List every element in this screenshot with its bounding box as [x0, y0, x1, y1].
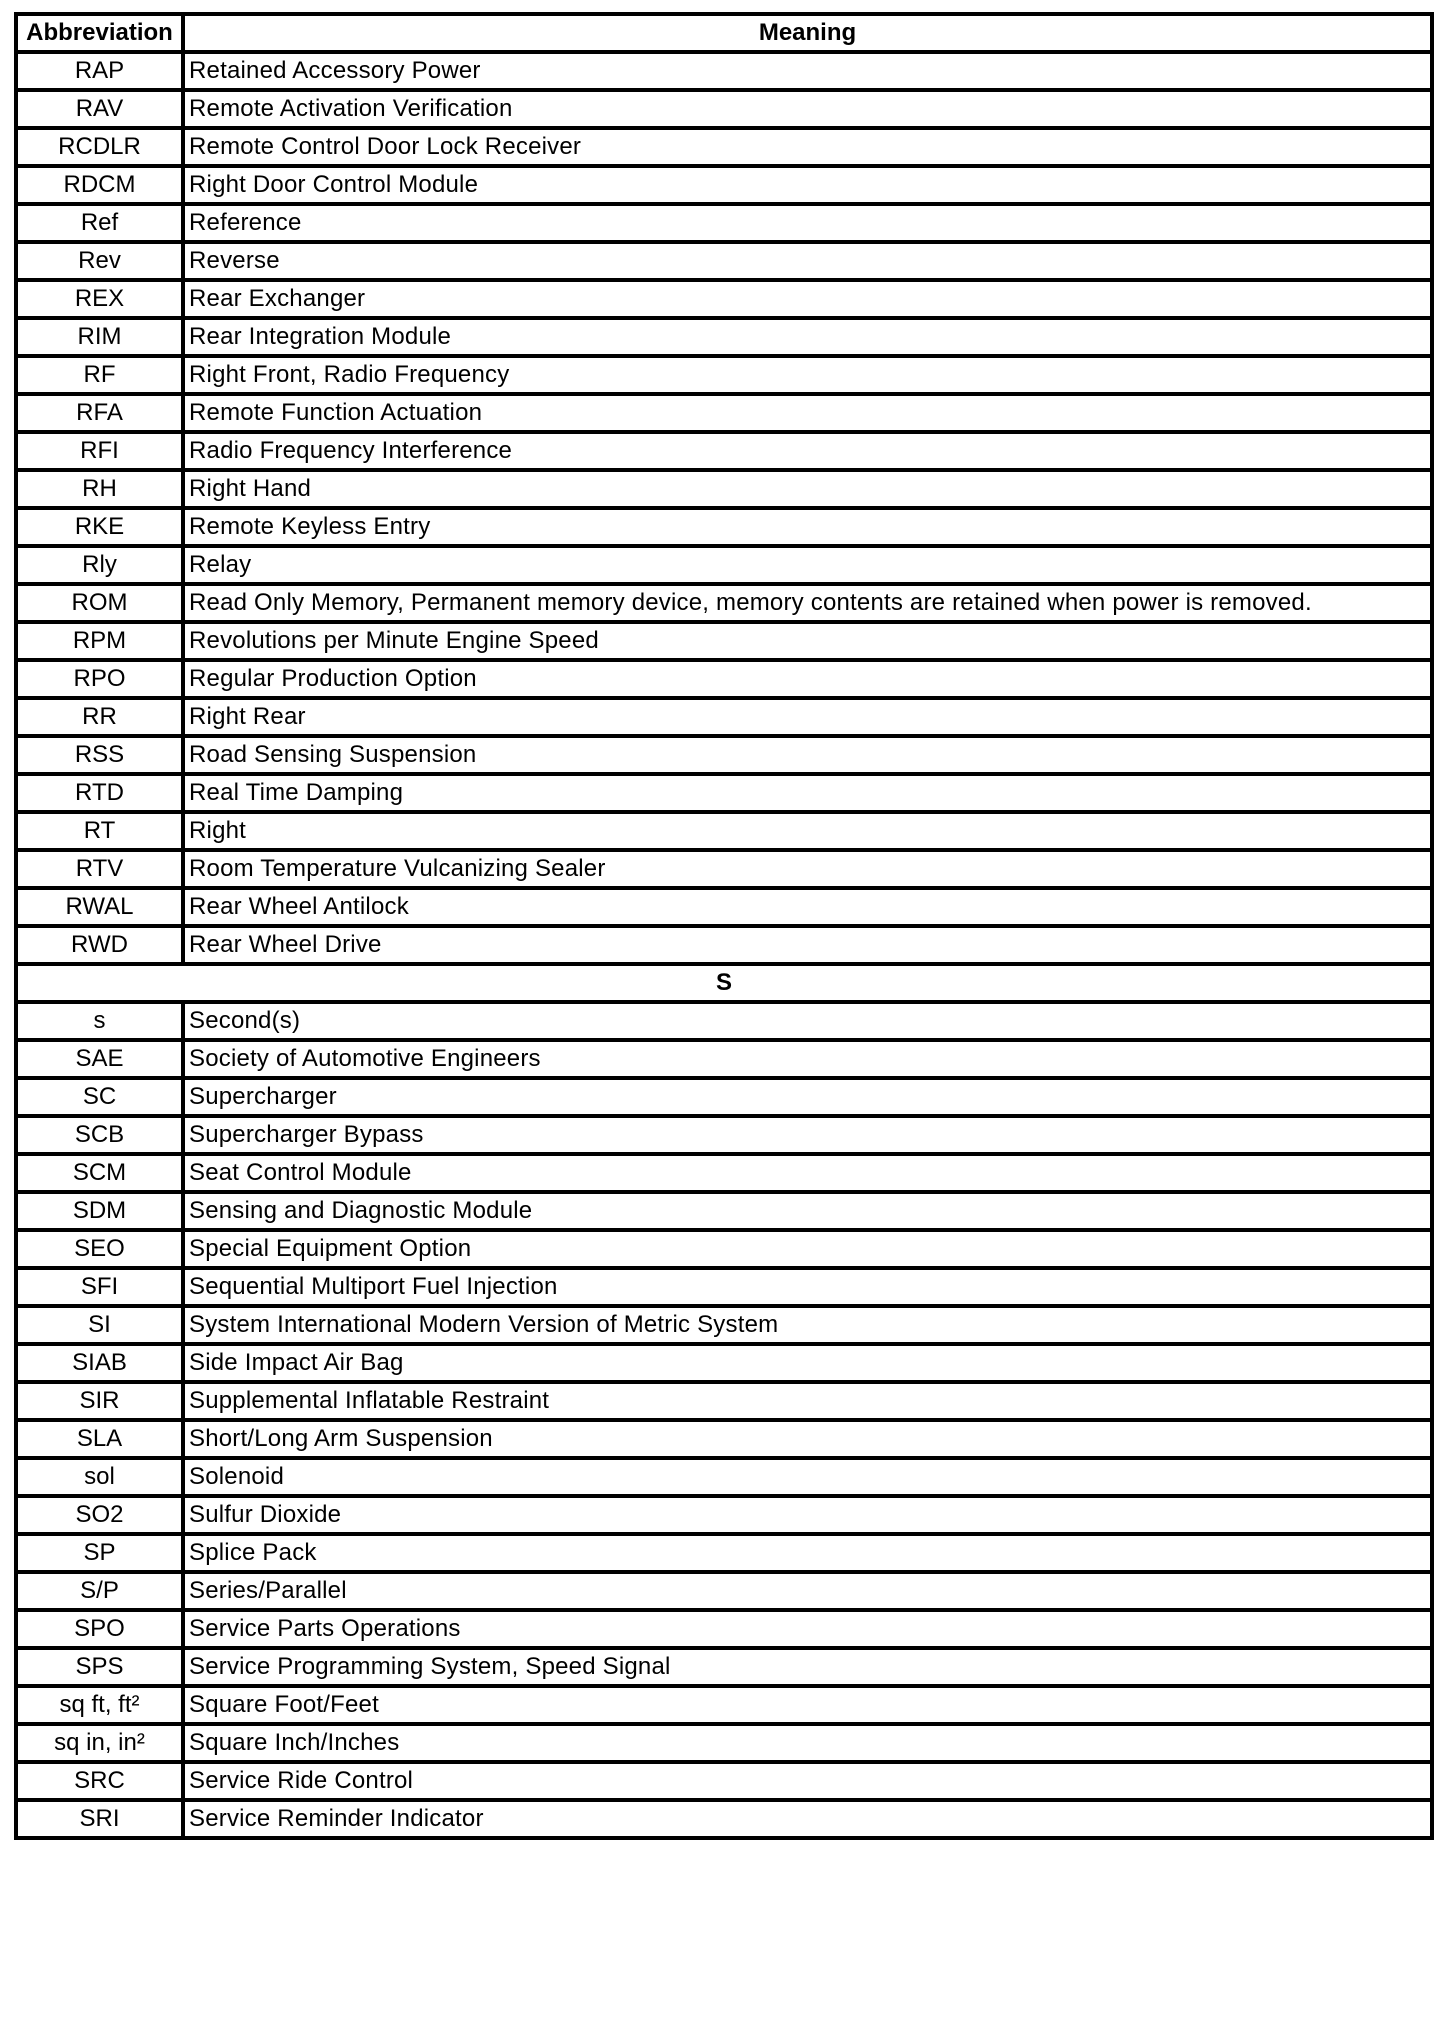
abbreviations-sheet [14, 12, 1430, 1840]
meaning-cell: Service Programming System, Speed Signal [183, 1648, 1432, 1686]
abbreviation-cell: RCDLR [16, 128, 183, 166]
abbreviation-cell: RH [16, 470, 183, 508]
abbreviation-cell: RTD [16, 774, 183, 812]
table-row [16, 812, 1432, 850]
table-row [16, 850, 1432, 888]
meaning-cell: Service Ride Control [183, 1762, 1432, 1800]
table-row [16, 1534, 1432, 1572]
meaning-cell: Special Equipment Option [183, 1230, 1432, 1268]
meaning-cell: Solenoid [183, 1458, 1432, 1496]
table-row [16, 1230, 1432, 1268]
table-row [16, 204, 1432, 242]
meaning-cell: Square Inch/Inches [183, 1724, 1432, 1762]
meaning-cell: Right Hand [183, 470, 1432, 508]
meaning-cell: Rear Wheel Antilock [183, 888, 1432, 926]
table-row [16, 1648, 1432, 1686]
table-body [16, 52, 1432, 1838]
abbreviation-cell: RR [16, 698, 183, 736]
section-heading: S [16, 964, 1432, 1002]
meaning-cell: Revolutions per Minute Engine Speed [183, 622, 1432, 660]
table-row [16, 1686, 1432, 1724]
meaning-cell: Right Door Control Module [183, 166, 1432, 204]
table-row [16, 1040, 1432, 1078]
abbreviation-cell: REX [16, 280, 183, 318]
table-row [16, 584, 1432, 622]
table-row [16, 128, 1432, 166]
meaning-cell: Road Sensing Suspension [183, 736, 1432, 774]
abbreviation-cell: SRC [16, 1762, 183, 1800]
header-row [16, 14, 1432, 52]
meaning-cell: Right Rear [183, 698, 1432, 736]
table-row [16, 318, 1432, 356]
abbreviations-table [14, 12, 1434, 1840]
abbreviation-cell: RWAL [16, 888, 183, 926]
abbreviation-cell: RFI [16, 432, 183, 470]
abbreviation-cell: SI [16, 1306, 183, 1344]
meaning-cell: Remote Control Door Lock Receiver [183, 128, 1432, 166]
meaning-cell: Splice Pack [183, 1534, 1432, 1572]
table-header [16, 14, 1432, 52]
abbreviation-cell: RTV [16, 850, 183, 888]
abbreviation-cell: RFA [16, 394, 183, 432]
table-row [16, 1572, 1432, 1610]
table-row [16, 356, 1432, 394]
table-row [16, 394, 1432, 432]
meaning-cell: Rear Exchanger [183, 280, 1432, 318]
meaning-cell: Relay [183, 546, 1432, 584]
meaning-cell: Rear Integration Module [183, 318, 1432, 356]
abbreviation-cell: SIR [16, 1382, 183, 1420]
abbreviation-column-header: Abbreviation [16, 14, 183, 52]
section-row [16, 964, 1432, 1002]
abbreviation-cell: RSS [16, 736, 183, 774]
abbreviation-cell: SP [16, 1534, 183, 1572]
table-row [16, 1002, 1432, 1040]
meaning-column-header: Meaning [183, 14, 1432, 52]
meaning-cell: Supercharger Bypass [183, 1116, 1432, 1154]
table-row [16, 1078, 1432, 1116]
abbreviation-cell: Ref [16, 204, 183, 242]
table-row [16, 888, 1432, 926]
meaning-cell: Society of Automotive Engineers [183, 1040, 1432, 1078]
table-row [16, 1344, 1432, 1382]
table-row [16, 52, 1432, 90]
table-row [16, 926, 1432, 964]
abbreviation-cell: SFI [16, 1268, 183, 1306]
abbreviation-cell: SLA [16, 1420, 183, 1458]
abbreviation-cell: SDM [16, 1192, 183, 1230]
abbreviation-cell: RPO [16, 660, 183, 698]
table-row [16, 1192, 1432, 1230]
meaning-cell: Reference [183, 204, 1432, 242]
abbreviation-cell: S/P [16, 1572, 183, 1610]
table-row [16, 622, 1432, 660]
meaning-cell: Square Foot/Feet [183, 1686, 1432, 1724]
table-row [16, 1496, 1432, 1534]
table-row [16, 1458, 1432, 1496]
abbreviation-cell: RWD [16, 926, 183, 964]
meaning-cell: Service Reminder Indicator [183, 1800, 1432, 1838]
abbreviation-cell: RPM [16, 622, 183, 660]
abbreviation-cell: RAP [16, 52, 183, 90]
table-row [16, 242, 1432, 280]
meaning-cell: Remote Function Actuation [183, 394, 1432, 432]
abbreviation-cell: sol [16, 1458, 183, 1496]
table-row [16, 166, 1432, 204]
meaning-cell: Seat Control Module [183, 1154, 1432, 1192]
abbreviation-cell: RF [16, 356, 183, 394]
meaning-cell: Radio Frequency Interference [183, 432, 1432, 470]
abbreviation-cell: SPO [16, 1610, 183, 1648]
abbreviation-cell: Rly [16, 546, 183, 584]
abbreviation-cell: RDCM [16, 166, 183, 204]
meaning-cell: Sensing and Diagnostic Module [183, 1192, 1432, 1230]
table-row [16, 736, 1432, 774]
meaning-cell: Read Only Memory, Permanent memory device, memory contents are retained when power is removed. [183, 584, 1432, 622]
meaning-cell: Retained Accessory Power [183, 52, 1432, 90]
table-row [16, 432, 1432, 470]
abbreviation-cell: RKE [16, 508, 183, 546]
meaning-cell: Sulfur Dioxide [183, 1496, 1432, 1534]
abbreviation-cell: RIM [16, 318, 183, 356]
abbreviation-cell: SO2 [16, 1496, 183, 1534]
meaning-cell: Short/Long Arm Suspension [183, 1420, 1432, 1458]
table-row [16, 1420, 1432, 1458]
table-row [16, 698, 1432, 736]
abbreviation-cell: Rev [16, 242, 183, 280]
table-row [16, 1268, 1432, 1306]
meaning-cell: Remote Activation Verification [183, 90, 1432, 128]
meaning-cell: Real Time Damping [183, 774, 1432, 812]
meaning-cell: Supercharger [183, 1078, 1432, 1116]
table-row [16, 508, 1432, 546]
table-row [16, 1762, 1432, 1800]
table-row [16, 1610, 1432, 1648]
table-row [16, 660, 1432, 698]
meaning-cell: Side Impact Air Bag [183, 1344, 1432, 1382]
abbreviation-cell: SCB [16, 1116, 183, 1154]
table-row [16, 280, 1432, 318]
abbreviation-cell: SEO [16, 1230, 183, 1268]
table-row [16, 1800, 1432, 1838]
abbreviation-cell: RT [16, 812, 183, 850]
table-row [16, 1724, 1432, 1762]
abbreviation-cell: RAV [16, 90, 183, 128]
abbreviation-cell: SCM [16, 1154, 183, 1192]
table-row [16, 546, 1432, 584]
abbreviation-cell: sq in, in² [16, 1724, 183, 1762]
meaning-cell: Supplemental Inflatable Restraint [183, 1382, 1432, 1420]
abbreviation-cell: s [16, 1002, 183, 1040]
meaning-cell: Room Temperature Vulcanizing Sealer [183, 850, 1432, 888]
meaning-cell: Reverse [183, 242, 1432, 280]
meaning-cell: Right [183, 812, 1432, 850]
meaning-cell: Rear Wheel Drive [183, 926, 1432, 964]
abbreviation-cell: sq ft, ft² [16, 1686, 183, 1724]
meaning-cell: Right Front, Radio Frequency [183, 356, 1432, 394]
table-row [16, 1116, 1432, 1154]
meaning-cell: Sequential Multiport Fuel Injection [183, 1268, 1432, 1306]
table-row [16, 1306, 1432, 1344]
abbreviation-cell: SIAB [16, 1344, 183, 1382]
abbreviation-cell: ROM [16, 584, 183, 622]
abbreviation-cell: SC [16, 1078, 183, 1116]
table-row [16, 470, 1432, 508]
table-row [16, 90, 1432, 128]
meaning-cell: Second(s) [183, 1002, 1432, 1040]
table-row [16, 774, 1432, 812]
meaning-cell: Service Parts Operations [183, 1610, 1432, 1648]
abbreviation-cell: SRI [16, 1800, 183, 1838]
abbreviation-cell: SPS [16, 1648, 183, 1686]
abbreviation-cell: SAE [16, 1040, 183, 1078]
meaning-cell: Remote Keyless Entry [183, 508, 1432, 546]
meaning-cell: Series/Parallel [183, 1572, 1432, 1610]
meaning-cell: System International Modern Version of Metric System [183, 1306, 1432, 1344]
table-row [16, 1154, 1432, 1192]
table-row [16, 1382, 1432, 1420]
meaning-cell: Regular Production Option [183, 660, 1432, 698]
